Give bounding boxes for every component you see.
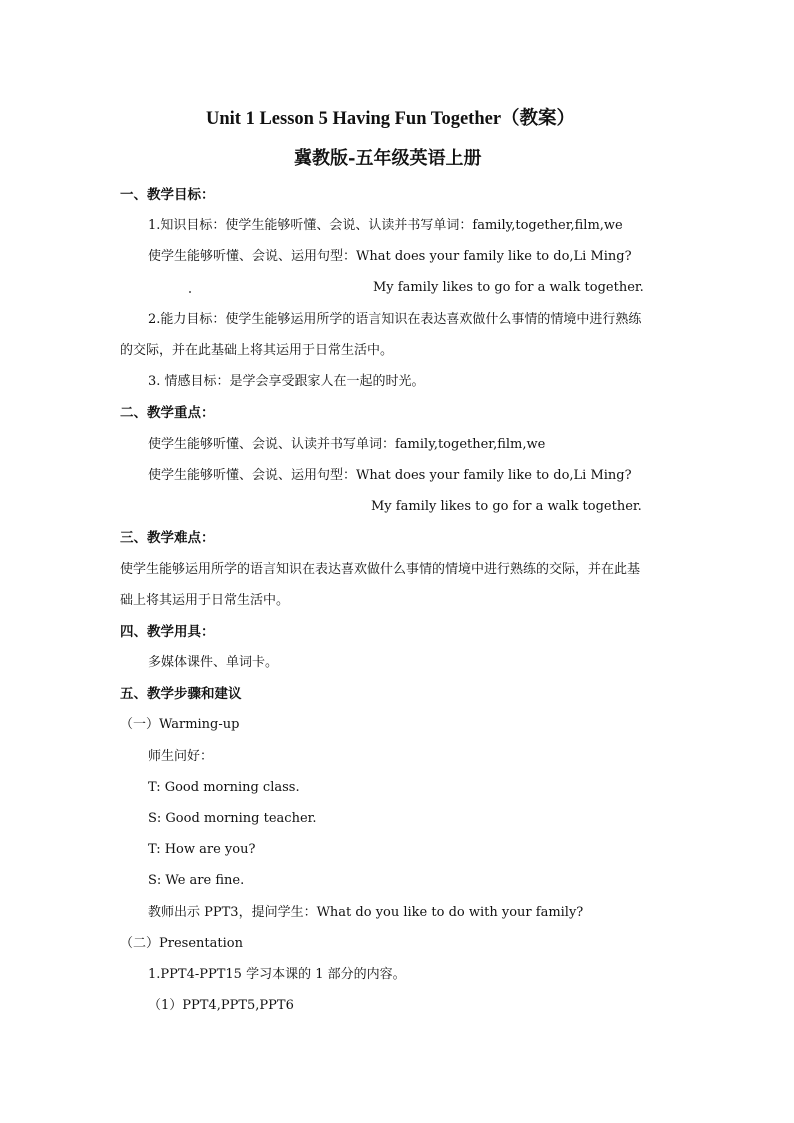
difficulty-text: 使学生能够运用所学的语言知识在表达喜欢做什么事情的情境中进行熟练的交际，并在此基 (120, 562, 641, 577)
section-heading-objectives: 一、教学目标： (120, 187, 215, 203)
difficulty-text-cont: 础上将其运用于日常生活中。 (120, 593, 290, 608)
section-heading-difficulties: 三、教学难点： (120, 530, 215, 546)
step-presentation: （二）Presentation (120, 936, 243, 951)
objective-ability: 2.能力目标：使学生能够运用所学的语言知识在表达喜欢做什么事情的情境中进行熟练 (148, 312, 642, 327)
step-presentation-1-1: （1）PPT4,PPT5,PPT6 (148, 998, 294, 1013)
dialogue-line: T: How are you? (148, 842, 256, 857)
step-ppt3: 教师出示 PPT3，提问学生：What do you like to do with your family? (148, 905, 584, 920)
stray-dot (189, 291, 191, 293)
dialogue-line: S: We are fine. (148, 873, 245, 888)
objective-sentence: 使学生能够听懂、会说、运用句型：What does your family like to do,Li Ming? (148, 249, 632, 264)
section-heading-materials: 四、教学用具： (120, 624, 215, 640)
section-heading-key-points: 二、教学重点： (120, 405, 215, 421)
key-point-sentence-answer: My family likes to go for a walk together. (371, 499, 642, 514)
objective-emotion: 3. 情感目标：是学会享受跟家人在一起的时光。 (148, 374, 425, 389)
section-heading-steps: 五、教学步骤和建议 (120, 686, 242, 702)
objective-sentence-answer: My family likes to go for a walk together. (373, 280, 644, 295)
document-title: Unit 1 Lesson 5 Having Fun Together（教案） (206, 109, 576, 129)
dialogue-line: S: Good morning teacher. (148, 811, 317, 826)
step-greeting: 师生问好： (148, 749, 214, 764)
objective-knowledge: 1.知识目标：使学生能够听懂、会说、认读并书写单词：family,together,film,we (148, 218, 623, 233)
objective-ability-cont: 的交际，并在此基础上将其运用于日常生活中。 (120, 343, 394, 358)
dialogue-line: T: Good morning class. (148, 780, 300, 795)
document-subtitle: 冀教版-五年级英语上册 (294, 148, 482, 169)
step-presentation-1: 1.PPT4-PPT15 学习本课的 1 部分的内容。 (148, 967, 406, 982)
key-point-sentence: 使学生能够听懂、会说、运用句型：What does your family like to do,Li Ming? (148, 468, 632, 483)
key-point-words: 使学生能够听懂、会说、认读并书写单词：family,together,film,we (148, 437, 546, 452)
materials-text: 多媒体课件、单词卡。 (148, 655, 279, 670)
step-warming-up: （一）Warming-up (120, 717, 240, 732)
